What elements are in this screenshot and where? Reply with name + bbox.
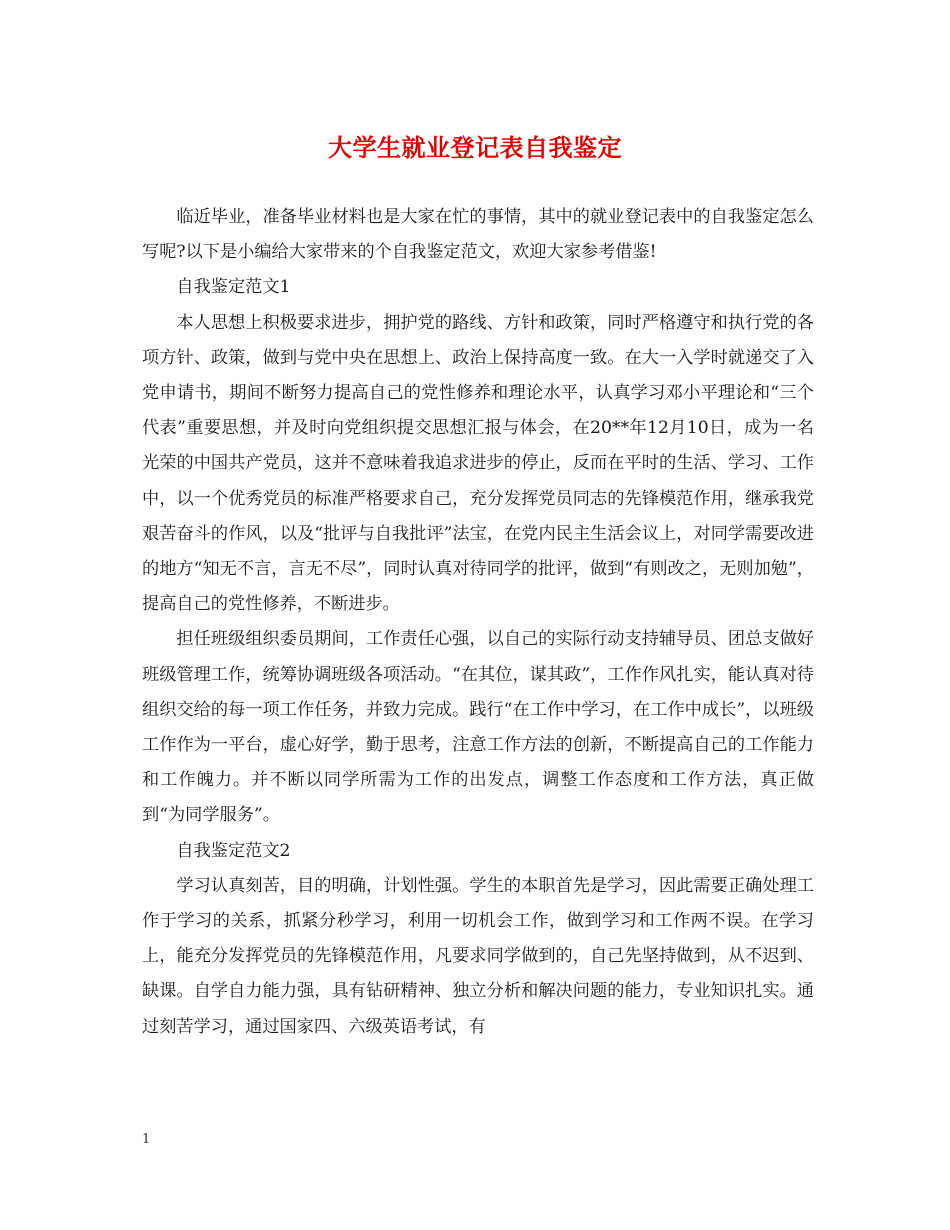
intro-paragraph: 临近毕业，准备毕业材料也是大家在忙的事情，其中的就业登记表中的自我鉴定怎么写呢?以下是小编给大家带来的个自我鉴定范文，欢迎大家参考借鉴!	[142, 207, 814, 263]
document-body	[142, 200, 814, 1045]
paragraph-thought: 本人思想上积极要求进步，拥护党的路线、方针和政策，同时严格遵守和执行党的各项方针、政策，做到与党中央在思想上、政治上保持高度一致。在大一入学时就递交了入党申请书，期间不断努力提高自己的党性修养和理论水平，认真学习邓小平理论和“三个代表”重要思想，并及时向党组织提交思想汇报与体会，在20**年12月10日，成为一名光荣的中国共产党员，这并不意味着我追求进步的停止，反而在平时的生活、学习、工作中，以一个优秀党员的标准严格要求自己，充分发挥党员同志的先锋模范作用，继承我党艰苦奋斗的作风，以及“批评与自我批评”法宝，在党内民主生活会议上，对同学需要改进的地方“知无不言，言无不尽”，同时认真对待同学的批评，做到“有则改之，无则加勉”，提高自己的党性修养，不断进步。	[142, 312, 814, 615]
section-heading-2: 自我鉴定范文2	[176, 840, 291, 861]
page-number: 1	[142, 1132, 151, 1147]
section-heading-1: 自我鉴定范文1	[176, 277, 291, 298]
document-title: 大学生就业登记表自我鉴定	[328, 133, 622, 162]
paragraph-study: 学习认真刻苦，目的明确，计划性强。学生的本职首先是学习，因此需要正确处理工作于学习的关系，抓紧分秒学习，利用一切机会工作，做到学习和工作两不误。在学习上，能充分发挥党员的先锋模范作用，凡要求同学做到的，自己先坚持做到，从不迟到、缺课。自学自力能力强，具有钻研精神、独立分析和解决问题的能力，专业知识扎实。通过刻苦学习，通过国家四、六级英语考试，有	[142, 875, 814, 1037]
paragraph-work: 担任班级组织委员期间，工作责任心强，以自己的实际行动支持辅导员、团总支做好班级管理工作，统筹协调班级各项活动。“在其位，谋其政”，工作作风扎实，能认真对待组织交给的每一项工作任务，并致力完成。践行“在工作中学习，在工作中成长”，以班级工作作为一平台，虚心好学，勤于思考，注意工作方法的创新，不断提高自己的工作能力和工作魄力。并不断以同学所需为工作的出发点，调整工作态度和工作方法，真正做到“为同学服务”。	[142, 629, 814, 826]
